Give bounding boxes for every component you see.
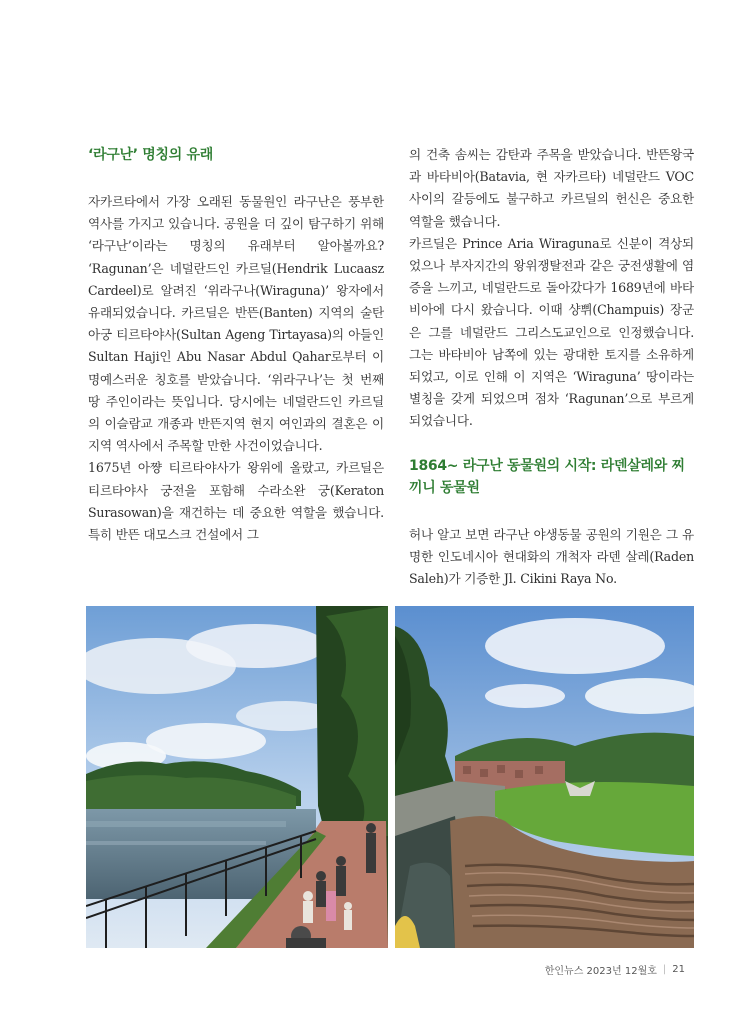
ruins-grass-illustration [395,606,694,948]
body-paragraph: 자카르타에서 가장 오래된 동물원인 라구난은 풍부한 역사를 가지고 있습니다. 공원을 더 깊이 탐구하기 위해 ‘라구난’이라는 명칭의 유래부터 알아볼까요? ‘Ragunan’은 네덜란드인 카르딜(Hendrik Lucaasz Cardeel)로 알려진 ‘위라구나(Wiraguna)’ 왕자에서 유래되었습니다. 카르딜은 반뜬(Banten) 지역의 술탄 아궁 티르타야사(Sultan Ageng Tirtayasa)의 아들인 Sultan Haji인 Abu Nasar Abdul Qahar로부터 이 명예스러운 칭호를 받았습니다. ‘위라구나’는 첫 번째 땅 주인이라는 뜻입니다. 당시에는 네덜란드인 카르딜의 이슬람교 개종과 반뜬지역 현지 여인과의 결혼은 이 지역 역사에서 주목할 만한 사건이었습니다. [88,194,384,454]
photo-lakeside-walkway [86,606,388,948]
body-paragraph: 허나 알고 보면 라구난 야생동물 공원의 기원은 그 유명한 인도네시아 현대화의 개척자 라덴 살레(Raden Saleh)가 기증한 Jl. Cikini Raya No. [409,526,694,587]
right-column [409,144,694,590]
body-paragraph: 1675년 아쨩 티르타야사가 왕위에 올랐고, 카르딜은 티르타야사 궁전을 포함해 수라소완 궁(Keraton Surasowan)을 재건하는 데 중요한 역할을 했습니다. 특히 반뜬 대모스크 건설에서 그 [88,460,384,543]
footer-divider: | [662,964,667,975]
page-footer [545,962,685,977]
section-heading-ragunan-origin: ‘라구난’ 명칭의 유래 [88,147,213,163]
lakeside-walkway-illustration [86,606,388,948]
body-paragraph: 카르딜은 Prince Aria Wiraguna로 신분이 격상되었으나 부자지간의 왕위쟁탈전과 같은 궁전생활에 염증을 느끼고, 네덜란드로 돌아갔다가 1689년에 바타비아에 다시 왔습니다. 이때 샹쀠(Champuis) 장군은 그를 네덜란드 그리스도교인으로 인정했습니다. 그는 바타비아 남쪽에 있는 광대한 토지를 소유하게 되었고, 이로 인해 이 지역은 ‘Wiraguna’ 땅이라는 별칭을 갖게 되었으며 점차 ‘Ragunan’으로 부르게 되었습니다. [409,235,694,429]
page-number: 21 [672,964,685,975]
body-paragraph: 의 건축 솜씨는 감탄과 주목을 받았습니다. 반뜬왕국과 바타비아(Batavia, 현 자카르타) 네덜란드 VOC 사이의 갈등에도 불구하고 카르딜의 헌신은 중요한 역할을 했습니다. [409,147,694,229]
left-column [88,144,384,546]
section-heading-zoo-beginning: 1864~ 라구난 동물원의 시작: 라덴살레와 찌끼니 동물원 [409,457,685,496]
publication-name: 한인뉴스 2023년 12월호 [544,966,657,977]
photo-ruins-grass [395,606,694,948]
